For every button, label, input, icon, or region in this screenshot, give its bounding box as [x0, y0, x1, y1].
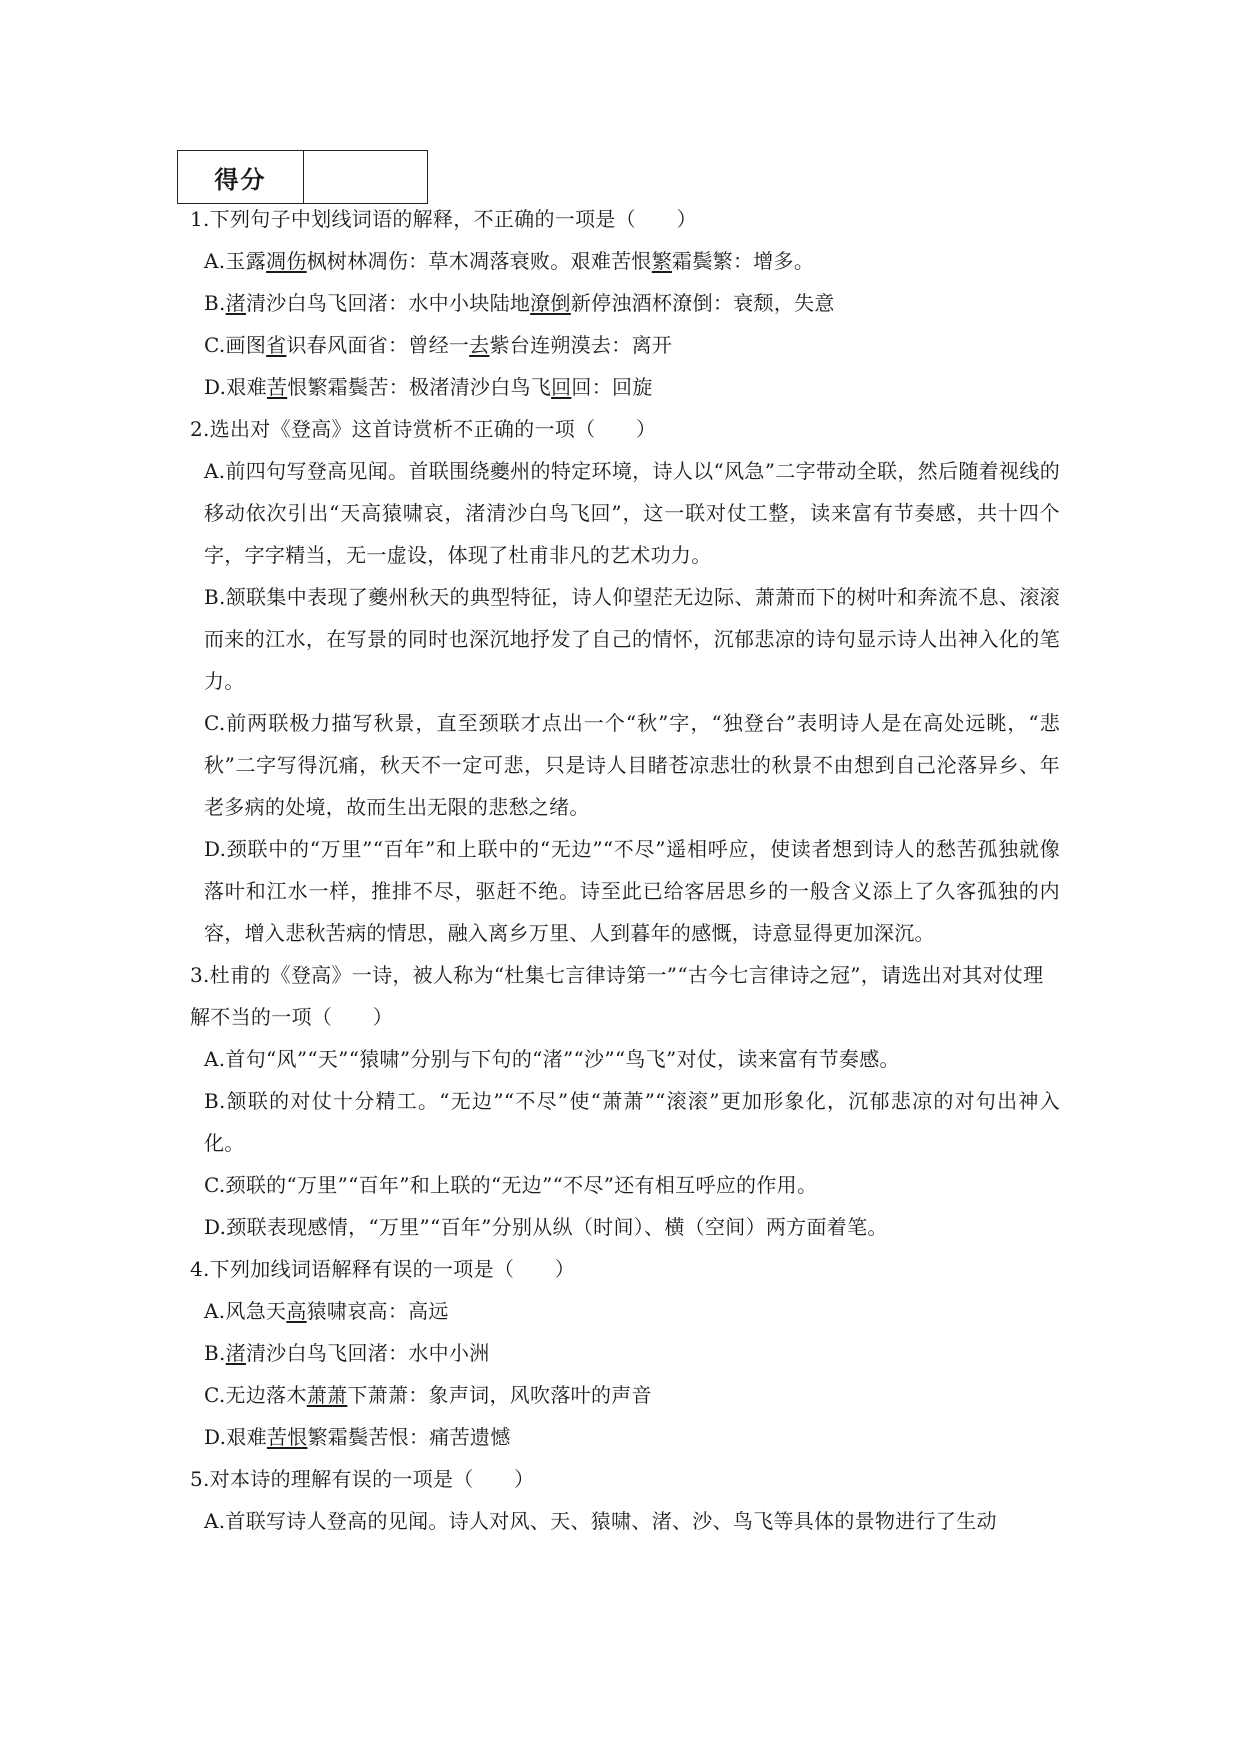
- score-table: [177, 150, 428, 204]
- question-list: [190, 198, 1060, 1542]
- question-stem: 3.杜甫的《登高》一诗，被人称为“杜集七言律诗第一”“古今七言律诗之冠”，请选出对其对仗理解不当的一项（ ）: [190, 963, 1044, 1029]
- underlined-term: 苦: [266, 375, 288, 399]
- answer-option: C.无边落木萧萧下萧萧：象声词，风吹落叶的声音: [204, 1383, 652, 1407]
- answer-option: C.前两联极力描写秋景，直至颈联才点出一个“秋”字，“独登台”表明诗人是在高处远眺，“悲秋”二字写得沉痛，秋天不一定可悲，只是诗人目睹苍凉悲壮的秋景不由想到自己沦落异乡、年老多病的处境，故而生出无限的悲愁之绪。: [204, 711, 1060, 819]
- question-stem: 4.下列加线词语解释有误的一项是（ ）: [190, 1257, 576, 1281]
- score-value-cell[interactable]: [304, 151, 428, 204]
- underlined-term: 萧萧: [306, 1383, 348, 1407]
- answer-option: D.颈联中的“万里”“百年”和上联中的“无边”“不尽”遥相呼应，使读者想到诗人的愁苦孤独就像落叶和江水一样，推排不尽，驱赶不绝。诗至此已给客居思乡的一般含义添上了久客孤独的内容，增入悲秋苦病的情思，融入离乡万里、人到暮年的感慨，诗意显得更加深沉。: [204, 837, 1060, 945]
- question-stem: 2.选出对《登高》这首诗赏析不正确的一项（ ）: [190, 417, 657, 441]
- answer-option: C.颈联的“万里”“百年”和上联的“无边”“不尽”还有相互呼应的作用。: [204, 1173, 818, 1197]
- answer-option: A.前四句写登高见闻。首联围绕夔州的特定环境，诗人以“风急”二字带动全联，然后随着视线的移动依次引出“天高猿啸哀，渚清沙白鸟飞回”，这一联对仗工整，读来富有节奏感，共十四个字，字字精当，无一虚设，体现了杜甫非凡的艺术功力。: [204, 459, 1060, 567]
- underlined-term: 渚: [225, 1341, 246, 1365]
- underlined-term: 潦倒: [530, 291, 571, 315]
- answer-option: C.画图省识春风面省：曾经一去紫台连朔漠去：离开: [204, 333, 673, 357]
- underlined-term: 苦恨: [266, 1425, 308, 1449]
- answer-option: A.首联写诗人登高的见闻。诗人对风、天、猿啸、渚、沙、鸟飞等具体的景物进行了生动: [204, 1509, 997, 1533]
- answer-option: D.艰难苦恨繁霜鬓苦：极渚清沙白鸟飞回回：回旋: [204, 375, 653, 399]
- answer-option: A.风急天高猿啸哀高：高远: [204, 1299, 449, 1323]
- answer-option: B.渚清沙白鸟飞回渚：水中小块陆地潦倒新停浊酒杯潦倒：衰颓，失意: [204, 291, 835, 315]
- question-stem: 5.对本诗的理解有误的一项是（ ）: [190, 1467, 535, 1491]
- answer-option: B.渚清沙白鸟飞回渚：水中小洲: [204, 1341, 490, 1365]
- underlined-term: 去: [469, 333, 490, 357]
- answer-option: A.玉露凋伤枫树林凋伤：草木凋落衰败。艰难苦恨繁霜鬓繁：增多。: [204, 249, 815, 273]
- answer-option: D.颈联表现感情，“万里”“百年”分别从纵（时间）、横（空间）两方面着笔。: [204, 1215, 888, 1239]
- underlined-term: 回: [551, 375, 572, 399]
- question-stem: 1.下列句子中划线词语的解释，不正确的一项是（ ）: [190, 207, 697, 231]
- score-label: 得分: [178, 151, 304, 204]
- answer-option: A.首句“风”“天”“猿啸”分别与下句的“渚”“沙”“鸟飞”对仗，读来富有节奏感。: [204, 1047, 900, 1071]
- underlined-term: 渚: [225, 291, 246, 315]
- answer-option: B.颔联的对仗十分精工。“无边”“不尽”使“萧萧”“滚滚”更加形象化，沉郁悲凉的对句出神入化。: [204, 1089, 1060, 1155]
- underlined-term: 省: [266, 333, 287, 357]
- underlined-term: 高: [286, 1299, 307, 1323]
- answer-option: B.颔联集中表现了夔州秋天的典型特征，诗人仰望茫无边际、萧萧而下的树叶和奔流不息、滚滚而来的江水，在写景的同时也深沉地抒发了自己的情怀，沉郁悲凉的诗句显示诗人出神入化的笔力。: [204, 585, 1060, 693]
- underlined-term: 繁: [651, 249, 673, 273]
- answer-option: D.艰难苦恨繁霜鬓苦恨：痛苦遗憾: [204, 1425, 511, 1449]
- underlined-term: 凋伤: [266, 249, 307, 273]
